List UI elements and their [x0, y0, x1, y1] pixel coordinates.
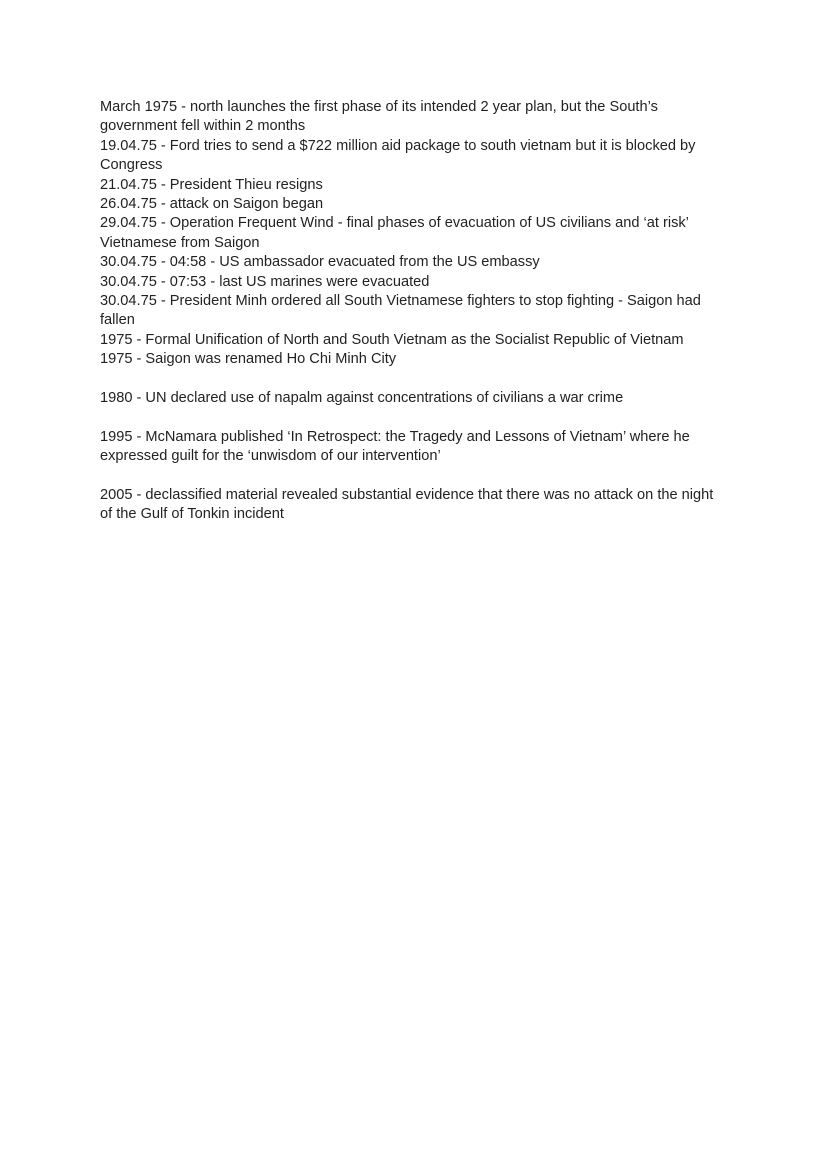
- timeline-entry: 26.04.75 - attack on Saigon began: [100, 196, 324, 213]
- timeline-1995-group: [100, 428, 724, 467]
- timeline-entry: 30.04.75 - 04:58 - US ambassador evacuated from the US embassy: [100, 254, 540, 271]
- timeline-1980-group: [100, 389, 724, 408]
- timeline-entry: 30.04.75 - President Minh ordered all South Vietnamese fighters to stop fighting - Saigon had fallen: [100, 293, 701, 329]
- timeline-entry: 29.04.75 - Operation Frequent Wind - final phases of evacuation of US civilians and ‘at risk’ Vietnamese from Saigon: [100, 215, 689, 251]
- document-page: [100, 98, 724, 544]
- timeline-entry: 1975 - Saigon was renamed Ho Chi Minh City: [100, 351, 397, 368]
- timeline-entry: 2005 - declassified material revealed substantial evidence that there was no attack on the night of the Gulf of Tonkin incident: [100, 487, 714, 523]
- timeline-2005-group: [100, 486, 724, 525]
- timeline-entry: 21.04.75 - President Thieu resigns: [100, 176, 323, 193]
- timeline-entry: March 1975 - north launches the first phase of its intended 2 year plan, but the South’s government fell within 2 months: [100, 99, 658, 135]
- timeline-entry: 19.04.75 - Ford tries to send a $722 million aid package to south vietnam but it is blocked by Congress: [100, 137, 696, 174]
- timeline-entry: 30.04.75 - 07:53 - last US marines were evacuated: [100, 273, 430, 290]
- timeline-entry: 1980 - UN declared use of napalm against concentrations of civilians a war crime: [100, 390, 624, 407]
- timeline-1975-group: [100, 98, 724, 370]
- timeline-entry: 1975 - Formal Unification of North and South Vietnam as the Socialist Republic of Vietnam: [100, 331, 684, 348]
- timeline-entry: 1995 - McNamara published ‘In Retrospect: the Tragedy and Lessons of Vietnam’ where he expressed guilt for the ‘unwisdom of our intervention’: [100, 428, 690, 465]
